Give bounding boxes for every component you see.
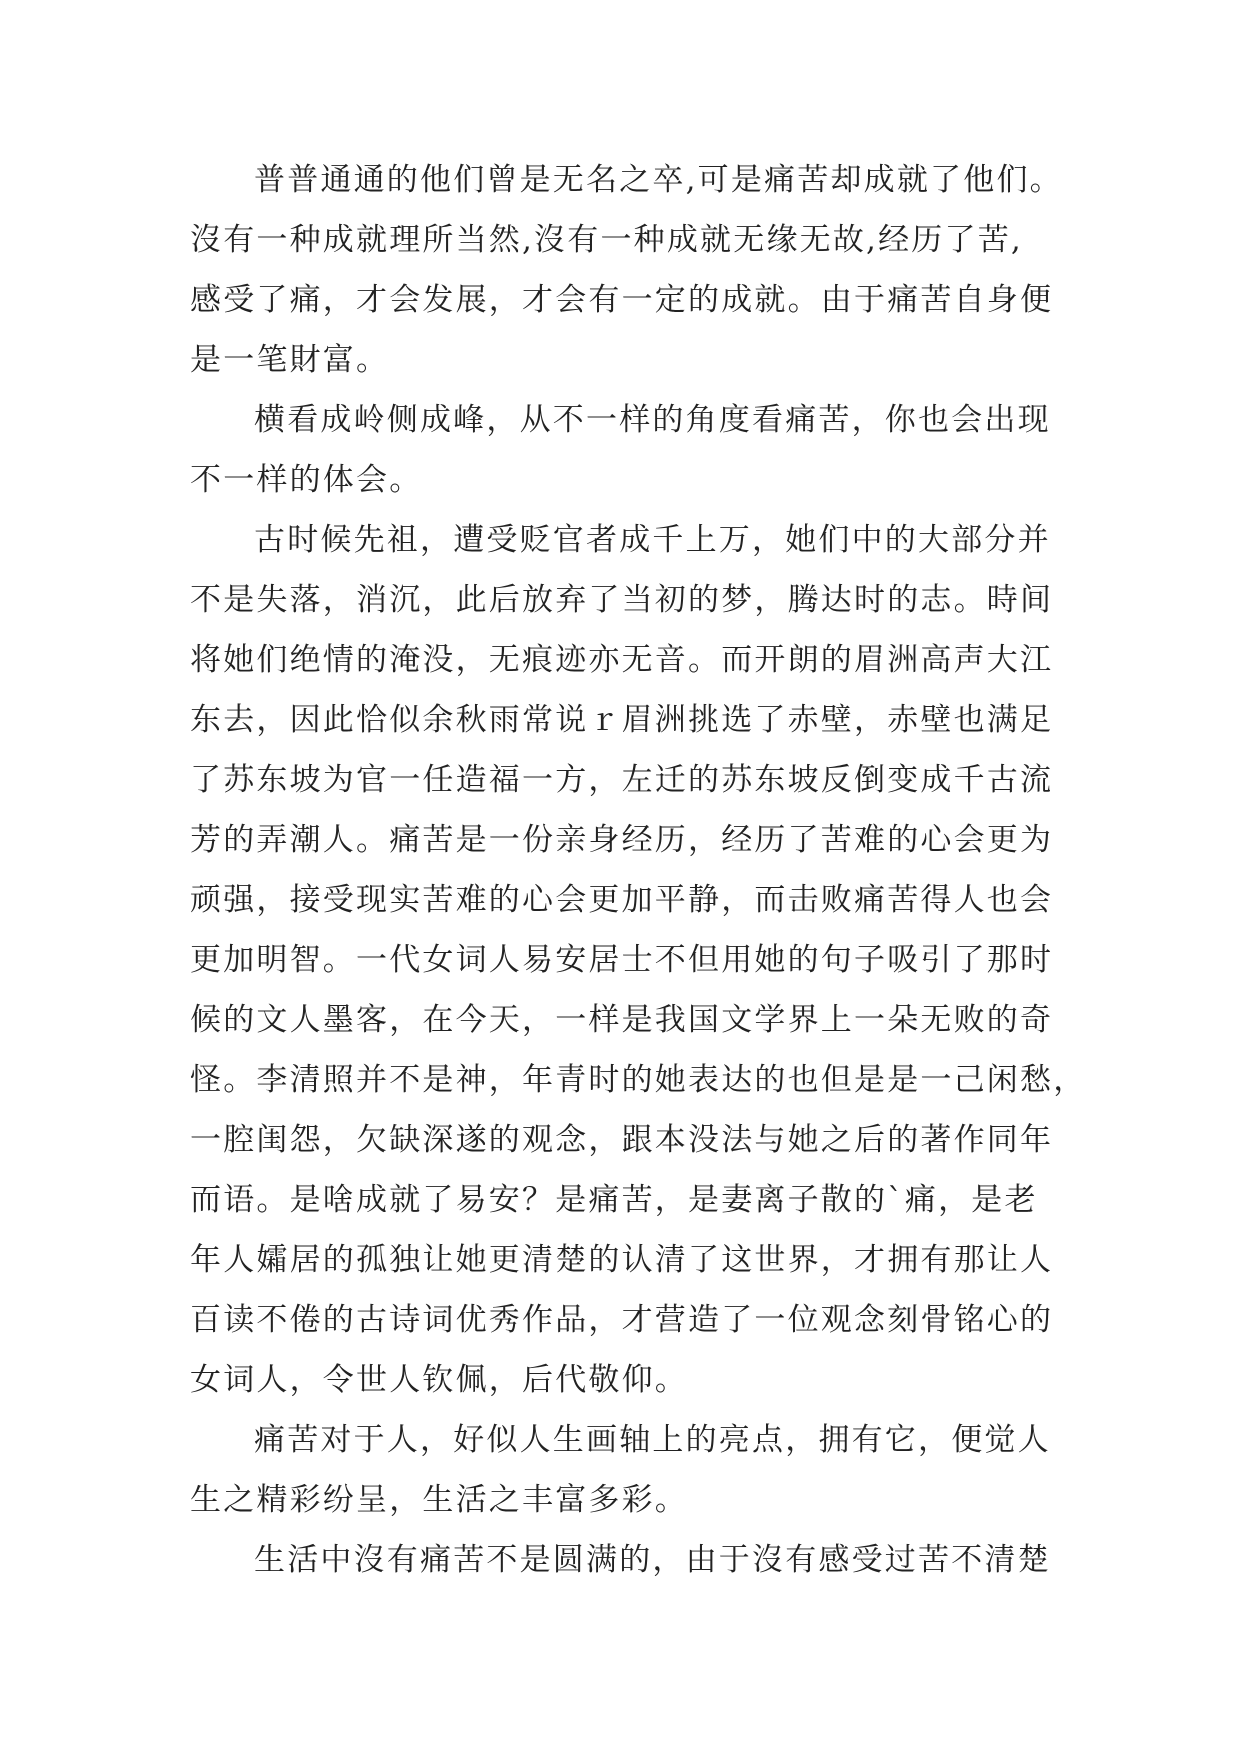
text-line: 候的文人墨客，在今天，一样是我国文学界上一朵无败的奇 xyxy=(190,1002,1054,1038)
text-line: 更加明智。一代女词人易安居士不但用她的句子吸引了那时 xyxy=(190,942,1054,978)
text-line: 沒有一种成就理所当然,沒有一种成就无缘无故,经历了苦, xyxy=(190,222,1023,258)
text-line: 不一样的体会。 xyxy=(190,462,423,498)
paragraph-5 xyxy=(190,1530,1070,1590)
text-line: 而语。是啥成就了易安？是痛苦，是妻离子散的`痛，是老 xyxy=(190,1182,1038,1218)
text-line: 了苏东坡为官一任造福一方，左迁的苏东坡反倒变成千古流 xyxy=(190,762,1054,798)
text-line: 感受了痛，才会发展，才会有一定的成就。由于痛苦自身便 xyxy=(190,282,1054,318)
paragraph-3 xyxy=(190,510,1087,1410)
paragraph-2 xyxy=(190,390,1070,510)
text-line: 不是失落，消沉，此后放弃了当初的梦，腾达时的志。時间 xyxy=(190,582,1054,618)
text-line: 生之精彩纷呈，生活之丰富多彩。 xyxy=(190,1482,688,1518)
text-line: 古时候先祖，遭受贬官者成千上万，她们中的大部分并 xyxy=(254,522,1051,558)
text-line: 顽强，接受现实苦难的心会更加平静，而击败痛苦得人也会 xyxy=(190,882,1054,918)
document-body xyxy=(190,150,1087,1590)
text-line: 一腔闺怨，欠缺深遂的观念，跟本没法与她之后的著作同年 xyxy=(190,1122,1054,1158)
paragraph-1 xyxy=(190,150,1070,390)
text-line: 东去，因此恰似余秋雨常说ｒ眉洲挑选了赤壁，赤壁也满足 xyxy=(190,702,1054,738)
text-line: 女词人，令世人钦佩，后代敬仰。 xyxy=(190,1362,688,1398)
text-line: 将她们绝情的淹没，无痕迹亦无音。而开朗的眉洲高声大江 xyxy=(190,642,1054,678)
text-line: 年人孀居的孤独让她更清楚的认清了这世界，才拥有那让人 xyxy=(190,1242,1054,1278)
text-line: 横看成岭侧成峰，从不一样的角度看痛苦，你也会出现 xyxy=(254,402,1051,438)
text-line: 痛苦对于人，好似人生画轴上的亮点，拥有它，便觉人 xyxy=(254,1422,1051,1458)
text-line: 芳的弄潮人。痛苦是一份亲身经历，经历了苦难的心会更为 xyxy=(190,822,1054,858)
text-line: 是一笔財富。 xyxy=(190,342,390,378)
text-line: 百读不倦的古诗词优秀作品，才营造了一位观念刻骨铭心的 xyxy=(190,1302,1054,1338)
text-line: 怪。李清照并不是神，年青时的她表达的也但是是一己闲愁， xyxy=(190,1062,1087,1098)
text-line: 普普通通的他们曾是无名之卒,可是痛苦却成就了他们。 xyxy=(254,162,1063,198)
text-line: 生活中沒有痛苦不是圆满的，由于沒有感受过苦不清楚 xyxy=(254,1542,1051,1578)
paragraph-4 xyxy=(190,1410,1070,1530)
